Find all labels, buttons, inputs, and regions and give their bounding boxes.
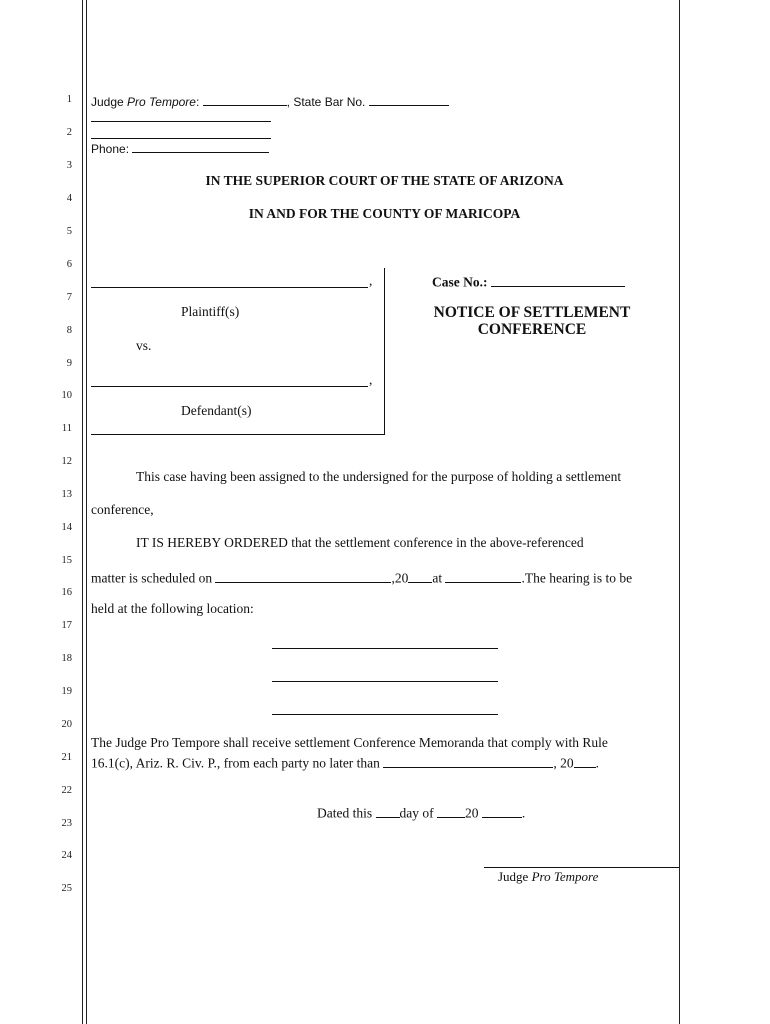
scheduled-label: matter is scheduled on bbox=[91, 570, 213, 586]
judge-name-field[interactable] bbox=[203, 93, 287, 106]
memoranda-text: 16.1(c), Ariz. R. Civ. P., from each party no later than bbox=[91, 755, 380, 771]
dated-year-field[interactable] bbox=[482, 803, 522, 818]
conference-time-field[interactable] bbox=[445, 568, 521, 583]
paragraph-3-line-1: The Judge Pro Tempore shall receive settlement Conference Memoranda that comply with Rule bbox=[91, 735, 608, 750]
case-number-line bbox=[432, 272, 625, 291]
signature-judge-label: Judge bbox=[498, 869, 529, 884]
judge-label: Judge bbox=[91, 95, 124, 109]
plaintiff-name-field[interactable] bbox=[91, 287, 368, 288]
order-rest: that the settlement conference in the above-referenced bbox=[287, 535, 584, 550]
line-number: 25 bbox=[61, 883, 72, 894]
signature-italic-label: Pro Tempore bbox=[531, 869, 599, 884]
line-number: 9 bbox=[66, 358, 72, 369]
line-number: 6 bbox=[66, 259, 72, 270]
dated-label: Dated this bbox=[317, 805, 373, 821]
caption-bottom-rule bbox=[91, 434, 385, 435]
hearing-text: .The hearing is to be bbox=[521, 570, 633, 586]
paragraph-2-line-1 bbox=[136, 535, 584, 551]
court-heading-2: IN AND FOR THE COUNTY OF MARICOPA bbox=[248, 206, 521, 221]
location-field-3[interactable] bbox=[272, 714, 498, 715]
line-number: 15 bbox=[61, 555, 72, 566]
defendant-label: Defendant(s) bbox=[181, 403, 252, 418]
paragraph-2-line-2 bbox=[91, 568, 632, 587]
line-number: 18 bbox=[61, 653, 72, 664]
line-number: 20 bbox=[61, 719, 72, 730]
year-field[interactable] bbox=[408, 568, 432, 583]
plaintiff-comma: , bbox=[369, 273, 373, 288]
memoranda-year-prefix: , 20 bbox=[553, 755, 574, 771]
dated-line bbox=[317, 803, 525, 822]
dated-year-prefix: 20 bbox=[465, 805, 479, 821]
address-field-1[interactable] bbox=[91, 121, 271, 122]
judge-label-italic: Pro Tempore bbox=[127, 95, 196, 109]
line-number: 7 bbox=[66, 292, 72, 303]
case-number-label: Case No.: bbox=[432, 274, 488, 290]
phone-field[interactable] bbox=[132, 140, 269, 153]
line-number: 10 bbox=[61, 390, 72, 401]
defendant-comma: , bbox=[369, 372, 373, 387]
line-number: 19 bbox=[61, 686, 72, 697]
right-margin-rule bbox=[679, 0, 680, 1024]
left-margin-rule-inner bbox=[86, 0, 87, 1024]
state-bar-label: , State Bar No. bbox=[286, 95, 366, 109]
line-number: 24 bbox=[61, 850, 72, 861]
location-field-2[interactable] bbox=[272, 681, 498, 682]
document-title-2: CONFERENCE bbox=[477, 321, 587, 338]
left-margin-rule-outer bbox=[82, 0, 83, 1024]
paragraph-1-line-2: conference, bbox=[91, 502, 154, 517]
versus-label: vs. bbox=[136, 338, 152, 353]
conference-date-field[interactable] bbox=[215, 568, 391, 583]
judge-colon: : bbox=[195, 95, 200, 109]
line-number: 5 bbox=[66, 226, 72, 237]
phone-label: Phone: bbox=[91, 142, 130, 156]
line-number: 3 bbox=[66, 160, 72, 171]
memoranda-year-field[interactable] bbox=[574, 753, 596, 768]
at-label: at bbox=[432, 570, 443, 586]
line-number: 8 bbox=[66, 325, 72, 336]
line-number: 12 bbox=[61, 456, 72, 467]
document-title-1: NOTICE OF SETTLEMENT bbox=[433, 304, 631, 321]
plaintiff-label: Plaintiff(s) bbox=[181, 304, 240, 319]
line-number: 17 bbox=[61, 620, 72, 631]
memoranda-date-field[interactable] bbox=[383, 753, 553, 768]
paragraph-3-line-2 bbox=[91, 753, 599, 772]
line-number: 2 bbox=[66, 127, 72, 138]
address-field-2[interactable] bbox=[91, 138, 271, 139]
defendant-name-field[interactable] bbox=[91, 386, 368, 387]
signature-line[interactable] bbox=[484, 867, 679, 868]
dated-month-field[interactable] bbox=[437, 803, 465, 818]
line-number: 22 bbox=[61, 785, 72, 796]
phone-line bbox=[91, 140, 269, 156]
judge-line bbox=[91, 93, 449, 109]
location-field-1[interactable] bbox=[272, 648, 498, 649]
dated-period: . bbox=[521, 805, 526, 821]
signature-label bbox=[498, 869, 598, 885]
caption-divider bbox=[384, 268, 385, 435]
paragraph-1-line-1: This case having been assigned to the undersigned for the purpose of holding a settlement bbox=[136, 469, 622, 484]
line-number: 11 bbox=[61, 423, 72, 434]
line-number: 21 bbox=[61, 752, 72, 763]
line-number: 23 bbox=[61, 818, 72, 829]
order-caps: IT IS HEREBY ORDERED bbox=[136, 535, 288, 550]
line-number: 1 bbox=[66, 94, 72, 105]
line-number: 4 bbox=[66, 193, 72, 204]
court-heading-1: IN THE SUPERIOR COURT OF THE STATE OF ARIZONA bbox=[205, 173, 564, 188]
year-prefix: ,20 bbox=[391, 570, 409, 586]
memoranda-period: . bbox=[595, 755, 599, 771]
dated-day-field[interactable] bbox=[376, 803, 400, 818]
day-of-label: day of bbox=[399, 805, 434, 821]
line-number: 13 bbox=[61, 489, 72, 500]
state-bar-field[interactable] bbox=[369, 93, 449, 106]
line-number: 16 bbox=[61, 587, 72, 598]
case-number-field[interactable] bbox=[491, 272, 625, 287]
paragraph-2-line-3: held at the following location: bbox=[91, 601, 254, 616]
line-number: 14 bbox=[61, 522, 72, 533]
